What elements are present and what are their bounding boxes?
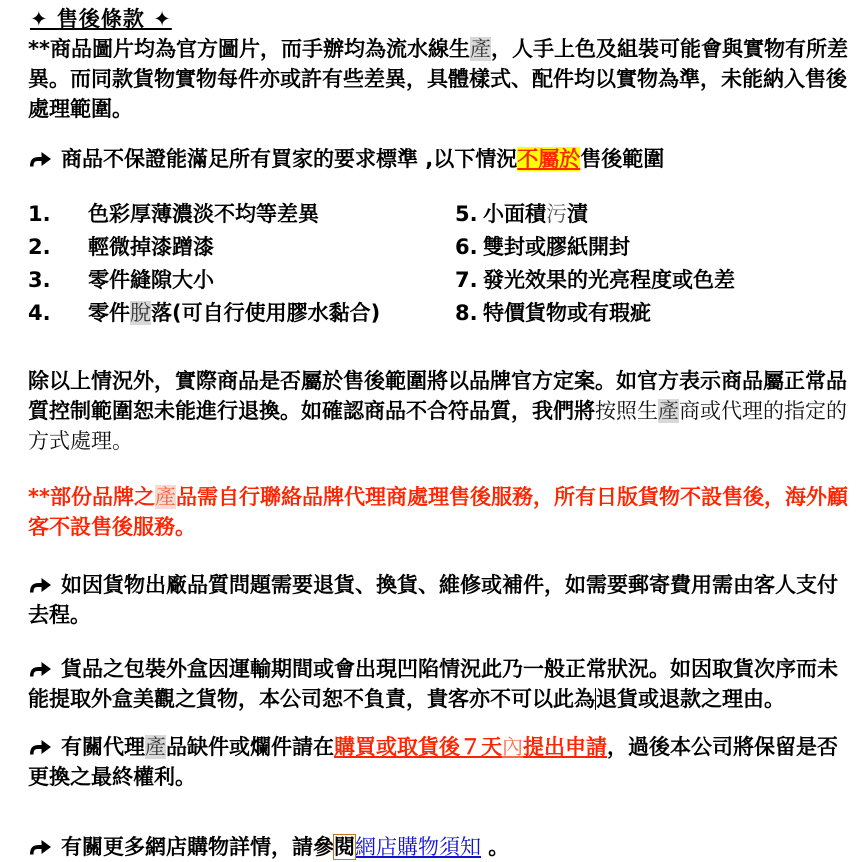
curved-right-arrow-icon: [28, 660, 52, 677]
not-covered-notice-paragraph: [28, 144, 858, 174]
boxed-char: 閱: [334, 835, 355, 859]
list-row: [28, 297, 858, 330]
text-run: 污: [546, 202, 567, 226]
exclusion-list: [28, 198, 858, 330]
list-row: [28, 264, 858, 297]
list-number: 7.: [455, 268, 478, 292]
notice-text: [61, 147, 664, 171]
text-run: 產: [154, 485, 176, 509]
text-run: 脫: [130, 301, 151, 325]
list-number: 4.: [28, 301, 51, 325]
list-row: [28, 231, 858, 264]
text-run: 漬: [567, 202, 588, 226]
curved-right-arrow-icon: [28, 150, 52, 167]
list-item-text: [88, 231, 455, 264]
text-run: 商或代理的指定的方式處理。: [28, 399, 847, 453]
text-run: ，人手上色及組裝可能會與實物有所差異。而同款貨物實物每件亦或許有些差異，具體樣式、配件均以實物為準，未能納入售後處理範圍。: [28, 37, 848, 121]
text-run: 售後範圍: [580, 147, 665, 171]
text-run: 產: [658, 399, 679, 423]
return-shipping-paragraph: [28, 570, 858, 630]
curved-right-arrow-icon: [28, 576, 52, 593]
list-item-text: [88, 264, 455, 297]
text-run: 有關代理: [61, 735, 145, 759]
list-number: 5.: [455, 202, 478, 226]
text-run: ，過後本公司將保留是否更換之最終權利。: [28, 735, 838, 789]
store-shopping-guide-link[interactable]: 網店購物須知: [355, 835, 481, 859]
text-run: 小面積: [483, 202, 546, 226]
text-run: 。: [481, 835, 510, 859]
list-item-text: [483, 264, 858, 297]
text-run: 有關更多網店購物詳情，請參: [61, 835, 334, 859]
list-number: 3.: [28, 268, 51, 292]
list-item-text: [483, 231, 858, 264]
text-run: 除以上情況外，實際商品是否屬於售後範圍將以品牌官方定案。如官方表示商品屬正常品質控制範圍恕未能進行退換。如確認商品不合符品質，我們將: [28, 369, 847, 423]
page-title: ✦ 售後條款 ✦: [30, 7, 172, 31]
paragraph-text: [28, 573, 838, 627]
text-run: 雙封或膠紙開封: [483, 235, 630, 259]
list-item-text: [88, 198, 455, 231]
text-run: 發光效果的光亮程度或色差: [483, 268, 735, 292]
paragraph-text: [28, 735, 838, 789]
product-image-disclaimer-paragraph: [28, 34, 858, 124]
text-run: 按照生: [595, 399, 658, 423]
list-number: 1.: [28, 202, 51, 226]
list-item-text: [483, 198, 858, 231]
text-run: 品缺件或爛件請在: [166, 735, 334, 759]
claim-deadline-phrase: 購買或取貨後７天: [334, 735, 502, 759]
text-run: 產: [145, 735, 166, 759]
brand-agent-warning-paragraph: [28, 482, 858, 542]
paragraph-text: [61, 835, 509, 859]
list-item-text: [483, 297, 858, 330]
list-number: 6.: [455, 235, 478, 259]
text-run: 特價貨物或有瑕疵: [483, 301, 651, 325]
text-run: 內: [502, 735, 523, 759]
packaging-dent-paragraph: [28, 654, 858, 714]
text-run: 落(可自行使用膠水黏合): [151, 301, 381, 325]
highlighted-not-covered: 不屬於: [517, 147, 581, 171]
text-run: 退貨或退款之理由。: [596, 687, 785, 711]
missing-parts-claim-paragraph: [28, 732, 858, 792]
paragraph-text: [28, 657, 838, 711]
text-run: 產: [469, 37, 491, 61]
more-info-paragraph: [28, 832, 858, 862]
text-run: 色彩厚薄濃淡不均等差異: [88, 202, 319, 226]
text-run: 商品不保證能滿足所有買家的要求標準 ,以下情況: [61, 147, 518, 171]
list-number: 2.: [28, 235, 51, 259]
text-run: 品需自行聯絡品牌代理商處理售後服務，所有日版貨物不設售後，海外顧客不設售後服務。: [28, 485, 848, 539]
text-run: 零件縫隙大小: [88, 268, 214, 292]
text-run: **商品圖片均為官方圖片，而手辦均為流水線生: [28, 37, 470, 61]
list-item-text: [88, 297, 455, 330]
curved-right-arrow-icon: [28, 738, 52, 755]
list-row: [28, 198, 858, 231]
list-number: 8.: [455, 301, 478, 325]
curved-right-arrow-icon: [28, 838, 52, 855]
claim-deadline-phrase: 提出申請: [523, 735, 607, 759]
text-run: 貨品之包裝外盒因運輸期間或會出現凹陷情況此乃一般正常狀況。如因取貨次序而未能提取外盒美觀之貨物，本公司恕不負責，貴客亦不可以此為: [28, 657, 838, 711]
text-run: 零件: [88, 301, 130, 325]
official-decision-paragraph: [28, 366, 858, 456]
text-run: 如因貨物出廠品質問題需要退貨、換貨、維修或補件，如需要郵寄費用需由客人支付去程。: [28, 573, 838, 627]
text-run: **部份品牌之: [28, 485, 155, 509]
text-run: 輕微掉漆蹭漆: [88, 235, 214, 259]
